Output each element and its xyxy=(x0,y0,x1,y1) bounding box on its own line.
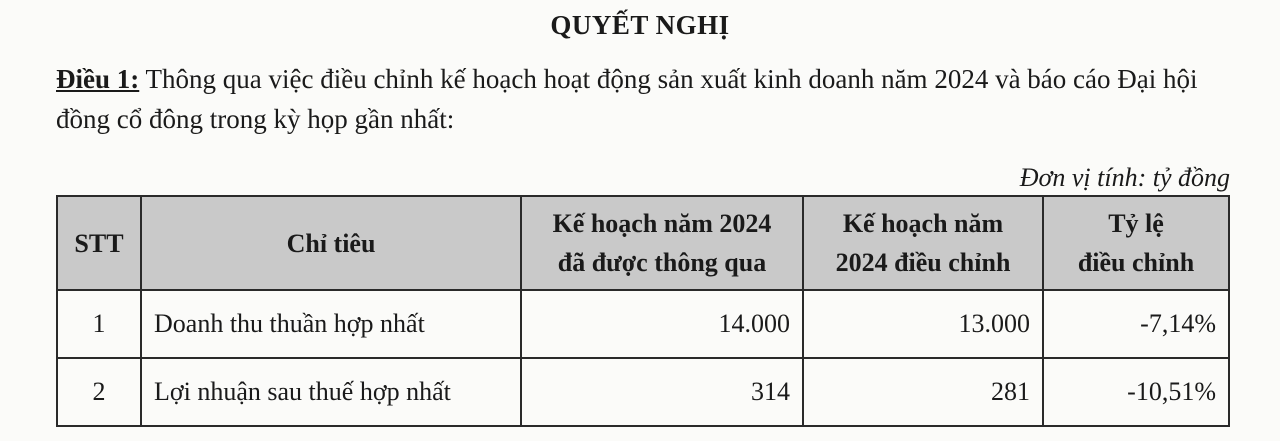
header-adjust-ratio xyxy=(1043,196,1229,290)
header-adjusted-plan xyxy=(803,196,1043,290)
table-header-row xyxy=(57,196,1229,290)
cell-stt: 1 xyxy=(57,290,141,358)
header-ratio-line1: Tỷ lệ xyxy=(1108,209,1164,238)
header-chi-tieu: Chỉ tiêu xyxy=(141,196,521,290)
cell-chi-tieu: Lợi nhuận sau thuế hợp nhất xyxy=(141,358,521,426)
header-ratio-line2: điều chỉnh xyxy=(1077,248,1195,277)
cell-ratio: -10,51% xyxy=(1043,358,1229,426)
cell-approved: 14.000 xyxy=(521,290,803,358)
document-title: QUYẾT NGHỊ xyxy=(550,10,730,40)
unit-note: Đơn vị tính: tỷ đồng xyxy=(1019,163,1230,192)
table-row xyxy=(57,358,1229,426)
cell-adjusted: 13.000 xyxy=(803,290,1043,358)
cell-ratio: -7,14% xyxy=(1043,290,1229,358)
article-text: Thông qua việc điều chỉnh kế hoạch hoạt động sản xuất kinh doanh năm 2024 và báo cáo Đại hội đồng cổ đông trong kỳ họp gần nhất: xyxy=(56,64,1198,134)
header-stt: STT xyxy=(57,196,141,290)
cell-chi-tieu: Doanh thu thuần hợp nhất xyxy=(141,290,521,358)
cell-stt: 2 xyxy=(57,358,141,426)
header-adjusted-line2: 2024 điều chỉnh xyxy=(835,248,1011,277)
header-adjusted-line1: Kế hoạch năm xyxy=(842,209,1004,238)
table-row xyxy=(57,290,1229,358)
cut-off-next-line xyxy=(56,432,1228,441)
cell-approved: 314 xyxy=(521,358,803,426)
header-approved-line2: đã được thông qua xyxy=(557,248,767,277)
cell-adjusted: 281 xyxy=(803,358,1043,426)
article-label: Điều 1: xyxy=(56,64,140,94)
header-approved-plan xyxy=(521,196,803,290)
plan-table xyxy=(56,195,1230,427)
article-paragraph xyxy=(56,59,1246,139)
header-approved-line1: Kế hoạch năm 2024 xyxy=(552,209,772,238)
